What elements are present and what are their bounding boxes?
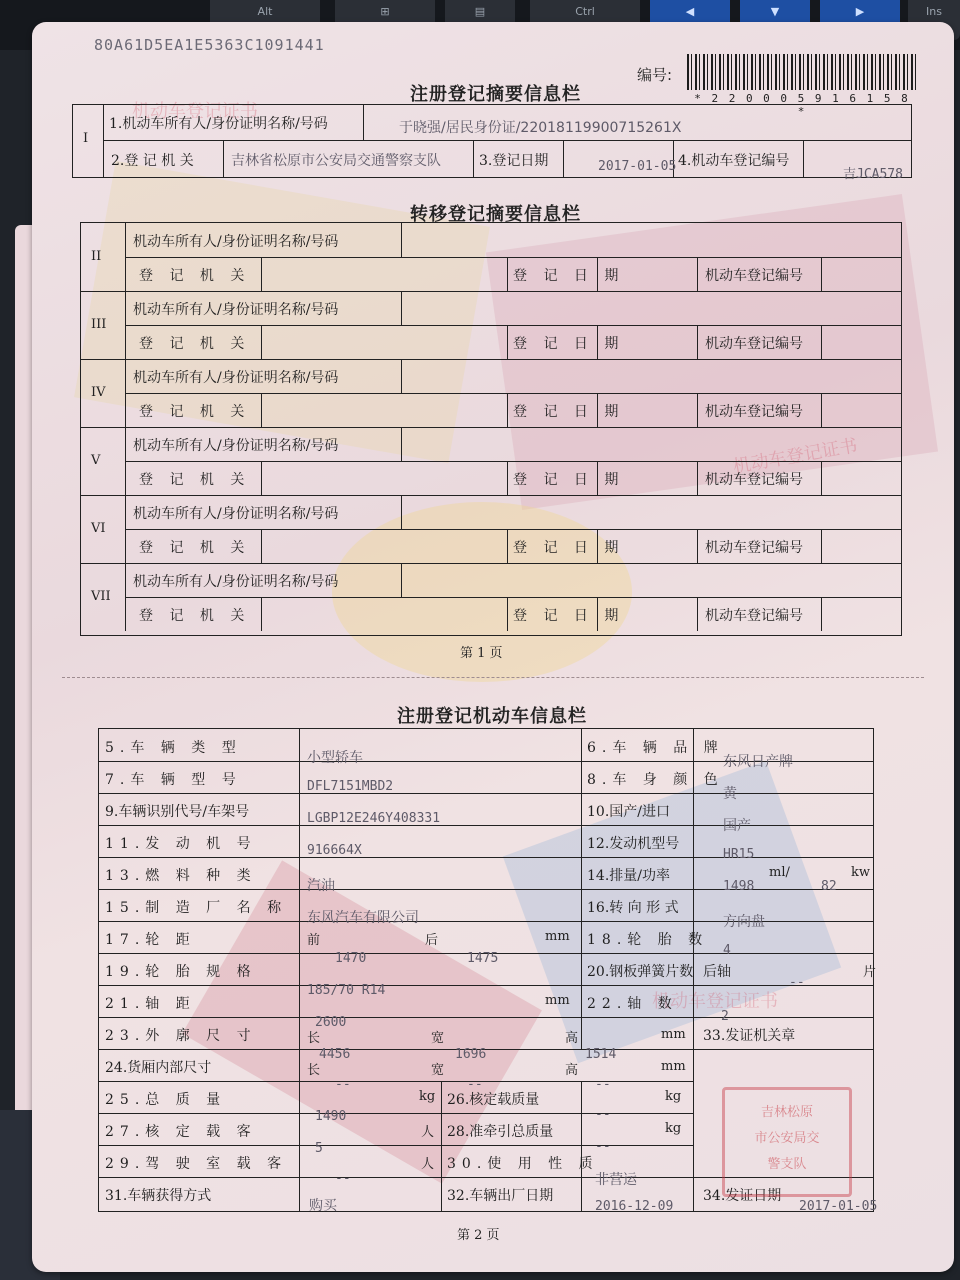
transfer-summary-table	[80, 222, 902, 636]
field-value-vin: LGBP12E246Y408331	[307, 811, 441, 826]
table-line	[103, 105, 104, 177]
unit-length: 长	[307, 1063, 321, 1078]
field-label-rated-load: 26.核定载质量	[447, 1092, 540, 1108]
table-line	[81, 291, 901, 292]
field-label-color: 8.车 身 颜 色	[587, 772, 724, 788]
regno-label: 4.机动车登记编号	[678, 153, 790, 169]
official-seal	[722, 1087, 852, 1197]
date-label: 登 记 日 期	[513, 472, 625, 488]
field-label-issuing-seal: 33.发证机关章	[703, 1028, 796, 1044]
field-label-displacement: 14.排量/功率	[587, 868, 670, 884]
barcode-number: * 2 2 0 0 0 5 9 1 6 1 5 8 *	[694, 92, 910, 118]
field-label-fuel-type: 13.燃 料 种 类	[105, 868, 257, 884]
transfer-row	[81, 495, 901, 563]
table-line	[261, 257, 262, 291]
unit-ml: ml/	[769, 865, 790, 880]
table-line	[299, 729, 300, 1211]
table-line	[99, 793, 873, 794]
regno-label: 机动车登记编号	[705, 608, 803, 624]
authority-label: 登 记 机 关	[139, 608, 251, 624]
field-value-rear-track: 1475	[467, 951, 499, 966]
barcode	[687, 54, 917, 90]
field-label-usage: 30.使 用 性 质	[447, 1156, 599, 1172]
table-line	[581, 729, 582, 1049]
table-line	[507, 325, 508, 359]
authority-label: 登 记 机 关	[139, 268, 251, 284]
unit-person: 人	[421, 1157, 435, 1172]
page-number: 第 2 页	[457, 1228, 500, 1243]
table-line	[401, 223, 402, 257]
transfer-summary-title: 转移登记摘要信息栏	[410, 204, 581, 225]
unit-kg: kg	[665, 1121, 682, 1136]
field-value-height: 1514	[585, 1047, 617, 1062]
unit-height: 高	[565, 1031, 579, 1046]
owner-label: 1.机动车所有人/身份证明名称/号码	[109, 116, 328, 132]
field-label-tire-count: 18.轮 胎 数	[587, 932, 709, 948]
document-serial: 80A61D5EA1E5363C1091441	[94, 36, 325, 54]
table-line	[697, 529, 698, 563]
section-roman-numeral: III	[91, 317, 107, 332]
date-value: 2017-01-05	[598, 159, 677, 174]
certificate-paper	[32, 22, 954, 1272]
windows-icon: ⊞	[380, 5, 390, 18]
transfer-row	[81, 223, 901, 291]
table-line	[581, 1081, 582, 1211]
unit-width: 宽	[431, 1063, 445, 1078]
registration-summary-title: 注册登记摘要信息栏	[410, 84, 581, 105]
table-line	[261, 393, 262, 427]
authority-label: 登 记 机 关	[139, 336, 251, 352]
section-roman-numeral: I	[83, 131, 89, 146]
table-line	[507, 393, 508, 427]
table-line	[821, 461, 822, 495]
table-line	[261, 529, 262, 563]
table-line	[125, 223, 126, 291]
ins-key-label: Ins	[926, 5, 942, 18]
field-value-power: 82	[821, 879, 837, 894]
field-label-seats: 27.核 定 载 客	[105, 1124, 257, 1140]
table-line	[803, 140, 804, 177]
field-value-origin: 国产	[723, 818, 751, 834]
arrow-down-icon: ▼	[770, 5, 780, 18]
registration-summary-table	[72, 104, 912, 182]
table-line	[507, 597, 508, 631]
authority-label: 登 记 机 关	[139, 540, 251, 556]
page-fold	[62, 677, 924, 680]
date-label: 登 记 日 期	[513, 336, 625, 352]
field-value-issue-date: 2017-01-05	[799, 1199, 878, 1214]
section-roman-numeral: IV	[91, 385, 106, 400]
table-line	[697, 325, 698, 359]
page-number: 第 1 页	[460, 646, 503, 661]
alt-key-label: Alt	[257, 5, 273, 18]
field-label-origin: 10.国产/进口	[587, 804, 670, 820]
table-line	[125, 495, 126, 563]
field-label-brand: 6.车 辆 品 牌	[587, 740, 724, 756]
authority-label: 登 记 机 关	[139, 472, 251, 488]
field-label-vin: 9.车辆识别代号/车架号	[105, 804, 250, 820]
unit-kw: kw	[851, 865, 871, 880]
table-line	[821, 393, 822, 427]
field-value-axle-count: 2	[721, 1009, 729, 1024]
regno-value: 吉JCA578	[843, 167, 903, 182]
section-roman-numeral: VI	[91, 521, 106, 536]
table-line	[507, 461, 508, 495]
table-line	[821, 597, 822, 631]
field-value-leaf-springs: --	[789, 975, 805, 990]
field-value-cargo-width: --	[467, 1077, 483, 1092]
table-line	[507, 257, 508, 291]
field-label-cab-seats: 29.驾 驶 室 载 客	[105, 1156, 288, 1172]
field-label-engine-number: 11.发 动 机 号	[105, 836, 257, 852]
table-line	[99, 1017, 873, 1018]
field-value-length: 4456	[319, 1047, 351, 1062]
field-value-tire-count: 4	[723, 943, 731, 958]
unit-width: 宽	[431, 1031, 445, 1046]
field-value-engine-model: HR15	[723, 847, 755, 862]
watermark-text: 机动车登记证书	[731, 435, 860, 478]
table-line	[103, 140, 911, 141]
transfer-row	[81, 359, 901, 427]
table-line	[507, 529, 508, 563]
unit-kg: kg	[419, 1089, 436, 1104]
table-line	[223, 140, 224, 177]
field-value-vehicle-model: DFL7151MBD2	[307, 779, 394, 794]
authority-value: 吉林省松原市公安局交通警察支队	[231, 153, 441, 169]
field-label-tow-mass: 28.准牵引总质量	[447, 1124, 554, 1140]
date-label: 登 记 日 期	[513, 608, 625, 624]
watermark-text: 机动车登记证书	[652, 991, 778, 1012]
table-line	[261, 461, 262, 495]
unit-rear: 后	[425, 933, 439, 948]
vehicle-info-title: 注册登记机动车信息栏	[397, 706, 587, 727]
table-line	[697, 393, 698, 427]
field-label-leaf-springs: 20.钢板弹簧片数	[587, 964, 694, 980]
field-value-usage: 非营运	[595, 1172, 637, 1188]
table-line	[441, 1081, 442, 1211]
watermark-text: 机动车登记证书	[132, 101, 258, 122]
field-value-manufacture-date: 2016-12-09	[595, 1199, 674, 1214]
transfer-row	[81, 291, 901, 359]
field-label-steering: 16.转 向 形 式	[587, 900, 679, 916]
field-label-gross-mass: 25.总 质 量	[105, 1092, 227, 1108]
arrow-left-icon: ◀	[685, 5, 695, 18]
table-line	[99, 985, 873, 986]
arrow-right-icon: ▶	[855, 5, 865, 18]
field-value-acquisition: 购买	[309, 1198, 337, 1214]
table-line	[401, 495, 402, 529]
field-label-manufacturer: 15.制 造 厂 名 称	[105, 900, 288, 916]
table-line	[697, 257, 698, 291]
field-value-cargo-height: --	[595, 1077, 611, 1092]
transfer-row	[81, 427, 901, 495]
seal-text: 警支队	[767, 1157, 807, 1172]
table-line	[363, 105, 364, 140]
unit-length: 长	[307, 1031, 321, 1046]
field-label-engine-model: 12.发动机型号	[587, 836, 680, 852]
unit-pieces: 片	[863, 965, 877, 980]
table-line	[125, 359, 126, 427]
table-line	[821, 325, 822, 359]
menu-icon: ▤	[474, 5, 486, 18]
field-value-brand: 东风日产牌	[723, 754, 793, 770]
section-roman-numeral: V	[91, 453, 101, 468]
owner-label: 机动车所有人/身份证明名称/号码	[133, 370, 339, 386]
table-line	[697, 461, 698, 495]
number-label: 编号:	[637, 66, 673, 84]
owner-label: 机动车所有人/身份证明名称/号码	[133, 302, 339, 318]
regno-label: 机动车登记编号	[705, 472, 803, 488]
table-line	[261, 597, 262, 631]
field-value-cargo-length: --	[335, 1077, 351, 1092]
ctrl-key-label: Ctrl	[575, 5, 595, 18]
table-line	[401, 291, 402, 325]
field-label-vehicle-model: 7.车 辆 型 号	[105, 772, 242, 788]
section-roman-numeral: II	[91, 249, 102, 264]
field-label-axle-count: 22.轴 数	[587, 996, 678, 1012]
owner-label: 机动车所有人/身份证明名称/号码	[133, 506, 339, 522]
owner-label: 机动车所有人/身份证明名称/号码	[133, 438, 339, 454]
unit-mm: mm	[661, 1027, 686, 1042]
field-label-vehicle-type: 5.车 辆 类 型	[105, 740, 242, 756]
table-line	[81, 359, 901, 360]
field-label-track: 17.轮 距	[105, 932, 196, 948]
section-roman-numeral: VII	[91, 589, 111, 604]
field-value-vehicle-type: 小型轿车	[307, 750, 363, 766]
regno-label: 机动车登记编号	[705, 268, 803, 284]
transfer-row	[81, 563, 901, 631]
field-label-cargo-dimensions: 24.货厢内部尺寸	[105, 1060, 212, 1076]
authority-label: 2.登 记 机 关	[111, 153, 194, 169]
seal-text: 吉林松原	[760, 1105, 813, 1120]
field-value-seats: 5	[315, 1141, 323, 1156]
table-line	[125, 291, 126, 359]
field-value-steering: 方向盘	[723, 914, 765, 930]
table-line	[81, 495, 901, 496]
date-label: 登 记 日 期	[513, 404, 625, 420]
authority-label: 登 记 机 关	[139, 404, 251, 420]
table-line	[697, 597, 698, 631]
field-label-wheelbase: 21.轴 距	[105, 996, 196, 1012]
field-value-gross-mass: 1490	[315, 1109, 347, 1124]
field-value-engine-number: 916664X	[307, 843, 362, 858]
regno-label: 机动车登记编号	[705, 540, 803, 556]
table-line	[125, 427, 126, 495]
field-value-wheelbase: 2600	[315, 1015, 347, 1030]
field-label-outer-dimensions: 23.外 廓 尺 寸	[105, 1028, 257, 1044]
table-line	[125, 393, 901, 394]
field-label-tire-spec: 19.轮 胎 规 格	[105, 964, 257, 980]
field-value-front-track: 1470	[335, 951, 367, 966]
field-label-issue-date: 34.发证日期	[703, 1188, 782, 1204]
date-label: 3.登记日期	[479, 153, 549, 169]
table-line	[563, 140, 564, 177]
unit-mm: mm	[545, 929, 570, 944]
owner-label: 机动车所有人/身份证明名称/号码	[133, 234, 339, 250]
field-value-tire-spec: 185/70 R14	[307, 983, 386, 998]
unit-person: 人	[421, 1125, 435, 1140]
regno-label: 机动车登记编号	[705, 404, 803, 420]
table-line	[99, 857, 873, 858]
table-line	[125, 529, 901, 530]
field-value-width: 1696	[455, 1047, 487, 1062]
field-value-color: 黄	[723, 786, 737, 802]
field-value-displacement: 1498	[723, 879, 755, 894]
table-line	[125, 597, 901, 598]
field-label-acquisition: 31.车辆获得方式	[105, 1188, 212, 1204]
table-line	[401, 427, 402, 461]
table-line	[125, 461, 901, 462]
field-value-tow-mass: --	[595, 1139, 611, 1154]
unit-height: 高	[565, 1063, 579, 1078]
table-line	[99, 889, 873, 890]
table-line	[125, 257, 901, 258]
table-line	[81, 427, 901, 428]
owner-label: 机动车所有人/身份证明名称/号码	[133, 574, 339, 590]
unit-mm: mm	[661, 1059, 686, 1074]
unit-rear-axle: 后轴	[703, 964, 731, 980]
table-line	[125, 563, 126, 631]
field-label-manufacture-date: 32.车辆出厂日期	[447, 1188, 554, 1204]
table-line	[99, 825, 873, 826]
table-line	[821, 529, 822, 563]
table-line	[125, 325, 901, 326]
table-line	[81, 563, 901, 564]
date-label: 登 记 日 期	[513, 540, 625, 556]
table-line	[473, 140, 474, 177]
field-value-cab-seats: --	[335, 1171, 351, 1186]
unit-mm: mm	[545, 993, 570, 1008]
table-line	[821, 257, 822, 291]
field-value-rated-load: --	[595, 1107, 611, 1122]
field-value-fuel-type: 汽油	[307, 878, 335, 894]
regno-label: 机动车登记编号	[705, 336, 803, 352]
owner-value: 于晓强/居民身份证/22018119900715261X	[399, 120, 682, 136]
unit-front: 前	[307, 933, 321, 948]
table-line	[401, 563, 402, 597]
seal-text: 市公安局交	[754, 1131, 820, 1146]
table-line	[261, 325, 262, 359]
date-label: 登 记 日 期	[513, 268, 625, 284]
table-line	[401, 359, 402, 393]
unit-kg: kg	[665, 1089, 682, 1104]
field-value-manufacturer: 东风汽车有限公司	[307, 910, 419, 926]
